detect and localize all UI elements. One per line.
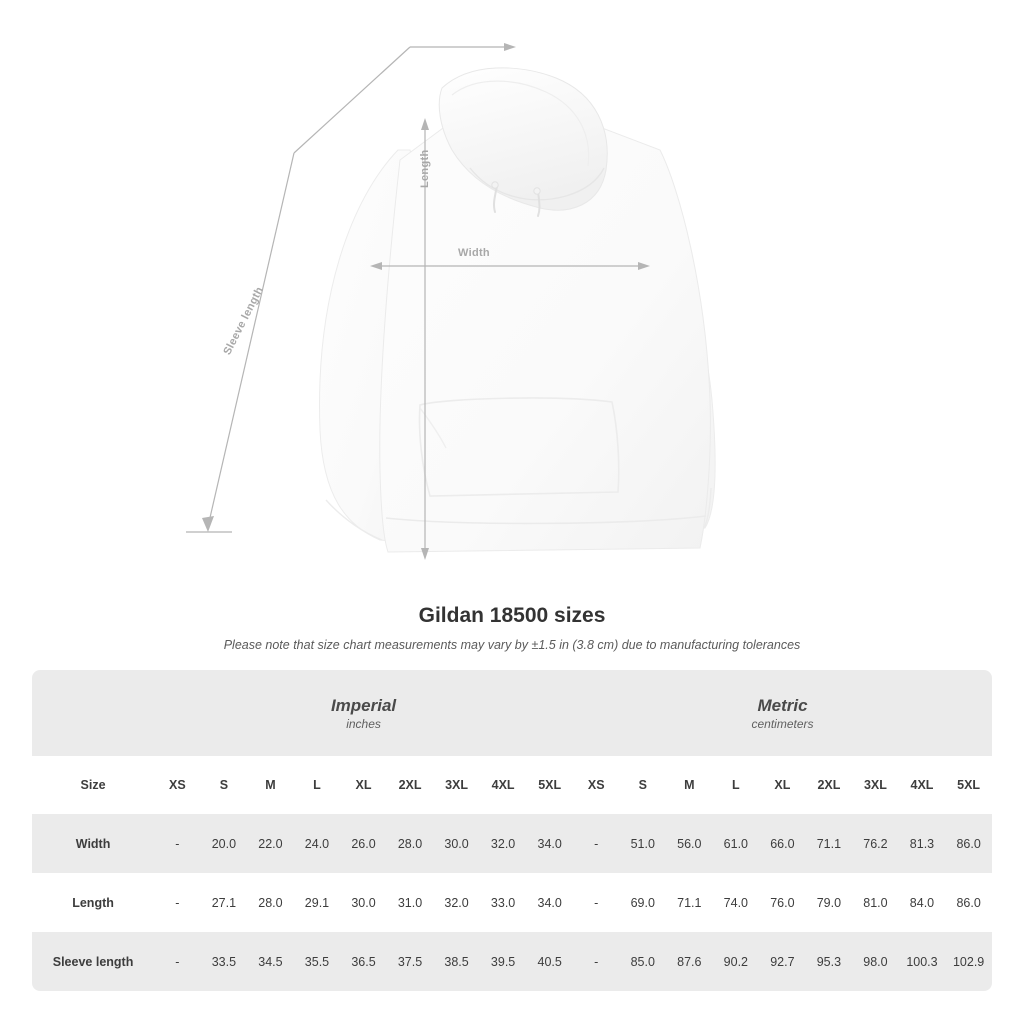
tolerance-note: Please note that size chart measurements may vary by ±1.5 in (3.8 cm) due to manufacturing tolerances bbox=[223, 638, 801, 652]
cell-length-metric-l: 74.0 bbox=[713, 873, 760, 932]
cell-width-imperial-l: 24.0 bbox=[294, 814, 341, 873]
cell-sleeve-metric-xs: - bbox=[573, 932, 620, 991]
imperial-band-sub: inches bbox=[346, 717, 381, 732]
col-header-imperial-5xl: 5XL bbox=[526, 756, 573, 814]
cell-sleeve-metric-3xl: 98.0 bbox=[852, 932, 899, 991]
cell-sleeve-metric-2xl: 95.3 bbox=[806, 932, 853, 991]
cell-sleeve-metric-5xl: 102.9 bbox=[945, 932, 992, 991]
cell-length-metric-m: 71.1 bbox=[666, 873, 713, 932]
cell-width-imperial-3xl: 30.0 bbox=[433, 814, 480, 873]
band-spacer bbox=[32, 670, 154, 756]
col-header-imperial-2xl: 2XL bbox=[387, 756, 434, 814]
cell-length-metric-xl: 76.0 bbox=[759, 873, 806, 932]
cell-length-metric-4xl: 84.0 bbox=[899, 873, 946, 932]
cell-length-metric-3xl: 81.0 bbox=[852, 873, 899, 932]
cell-length-metric-s: 69.0 bbox=[620, 873, 667, 932]
cell-sleeve-metric-s: 85.0 bbox=[620, 932, 667, 991]
col-header-metric-s: S bbox=[620, 756, 667, 814]
col-header-metric-l: L bbox=[713, 756, 760, 814]
col-header-imperial-4xl: 4XL bbox=[480, 756, 527, 814]
col-header-imperial-l: L bbox=[294, 756, 341, 814]
cell-width-imperial-5xl: 34.0 bbox=[526, 814, 573, 873]
cell-sleeve-metric-m: 87.6 bbox=[666, 932, 713, 991]
cell-sleeve-imperial-3xl: 38.5 bbox=[433, 932, 480, 991]
cell-length-imperial-3xl: 32.0 bbox=[433, 873, 480, 932]
size-chart-table-wrapper bbox=[32, 670, 992, 991]
cell-sleeve-imperial-4xl: 39.5 bbox=[480, 932, 527, 991]
cell-sleeve-imperial-m: 34.5 bbox=[247, 932, 294, 991]
col-header-metric-3xl: 3XL bbox=[852, 756, 899, 814]
cell-width-metric-xs: - bbox=[573, 814, 620, 873]
cell-sleeve-imperial-s: 33.5 bbox=[201, 932, 248, 991]
table-row bbox=[32, 932, 992, 991]
col-header-metric-4xl: 4XL bbox=[899, 756, 946, 814]
cell-sleeve-imperial-xs: - bbox=[154, 932, 201, 991]
col-header-metric-xl: XL bbox=[759, 756, 806, 814]
cell-length-imperial-2xl: 31.0 bbox=[387, 873, 434, 932]
size-header-label: Size bbox=[32, 756, 154, 814]
metric-band-title: Metric bbox=[757, 695, 808, 715]
cell-width-imperial-s: 20.0 bbox=[201, 814, 248, 873]
title-block bbox=[0, 604, 1024, 652]
cell-width-metric-s: 51.0 bbox=[620, 814, 667, 873]
cell-length-metric-2xl: 79.0 bbox=[806, 873, 853, 932]
metric-band bbox=[573, 670, 992, 756]
col-header-imperial-m: M bbox=[247, 756, 294, 814]
cell-sleeve-imperial-xl: 36.5 bbox=[340, 932, 387, 991]
cell-sleeve-imperial-5xl: 40.5 bbox=[526, 932, 573, 991]
cell-sleeve-metric-xl: 92.7 bbox=[759, 932, 806, 991]
cell-width-metric-xl: 66.0 bbox=[759, 814, 806, 873]
cell-sleeve-metric-4xl: 100.3 bbox=[899, 932, 946, 991]
page-title: Gildan 18500 sizes bbox=[418, 604, 606, 627]
col-header-imperial-s: S bbox=[201, 756, 248, 814]
row-label-width: Width bbox=[32, 814, 154, 873]
cell-width-imperial-2xl: 28.0 bbox=[387, 814, 434, 873]
cell-sleeve-metric-l: 90.2 bbox=[713, 932, 760, 991]
size-chart-table bbox=[32, 670, 992, 991]
col-header-imperial-3xl: 3XL bbox=[433, 756, 480, 814]
cell-width-metric-4xl: 81.3 bbox=[899, 814, 946, 873]
col-header-imperial-xl: XL bbox=[340, 756, 387, 814]
cell-width-imperial-m: 22.0 bbox=[247, 814, 294, 873]
unit-band-row bbox=[32, 670, 992, 756]
metric-band-sub: centimeters bbox=[751, 717, 814, 732]
cell-length-imperial-m: 28.0 bbox=[247, 873, 294, 932]
cell-length-imperial-xs: - bbox=[154, 873, 201, 932]
cell-width-metric-l: 61.0 bbox=[713, 814, 760, 873]
cell-width-imperial-xs: - bbox=[154, 814, 201, 873]
cell-length-metric-5xl: 86.0 bbox=[945, 873, 992, 932]
col-header-metric-m: M bbox=[666, 756, 713, 814]
cell-length-imperial-l: 29.1 bbox=[294, 873, 341, 932]
col-header-metric-2xl: 2XL bbox=[806, 756, 853, 814]
col-header-metric-5xl: 5XL bbox=[945, 756, 992, 814]
cell-sleeve-imperial-2xl: 37.5 bbox=[387, 932, 434, 991]
cell-sleeve-imperial-l: 35.5 bbox=[294, 932, 341, 991]
imperial-band bbox=[154, 670, 573, 756]
sleeve-length-dimension-label: Sleeve length bbox=[221, 284, 266, 357]
cell-length-imperial-xl: 30.0 bbox=[340, 873, 387, 932]
table-row bbox=[32, 873, 992, 932]
row-label-sleeve-length: Sleeve length bbox=[32, 932, 154, 991]
cell-width-metric-2xl: 71.1 bbox=[806, 814, 853, 873]
size-header-row bbox=[32, 756, 992, 814]
table-row bbox=[32, 814, 992, 873]
col-header-metric-xs: XS bbox=[573, 756, 620, 814]
cell-length-imperial-5xl: 34.0 bbox=[526, 873, 573, 932]
cell-width-metric-3xl: 76.2 bbox=[852, 814, 899, 873]
cell-width-metric-5xl: 86.0 bbox=[945, 814, 992, 873]
imperial-band-title: Imperial bbox=[330, 695, 397, 715]
row-label-length: Length bbox=[32, 873, 154, 932]
cell-length-metric-xs: - bbox=[573, 873, 620, 932]
cell-length-imperial-4xl: 33.0 bbox=[480, 873, 527, 932]
cell-width-imperial-4xl: 32.0 bbox=[480, 814, 527, 873]
width-dimension-label: Width bbox=[458, 247, 490, 259]
length-dimension-label: Length bbox=[419, 149, 431, 188]
col-header-imperial-xs: XS bbox=[154, 756, 201, 814]
cell-length-imperial-s: 27.1 bbox=[201, 873, 248, 932]
cell-width-metric-m: 56.0 bbox=[666, 814, 713, 873]
cell-width-imperial-xl: 26.0 bbox=[340, 814, 387, 873]
